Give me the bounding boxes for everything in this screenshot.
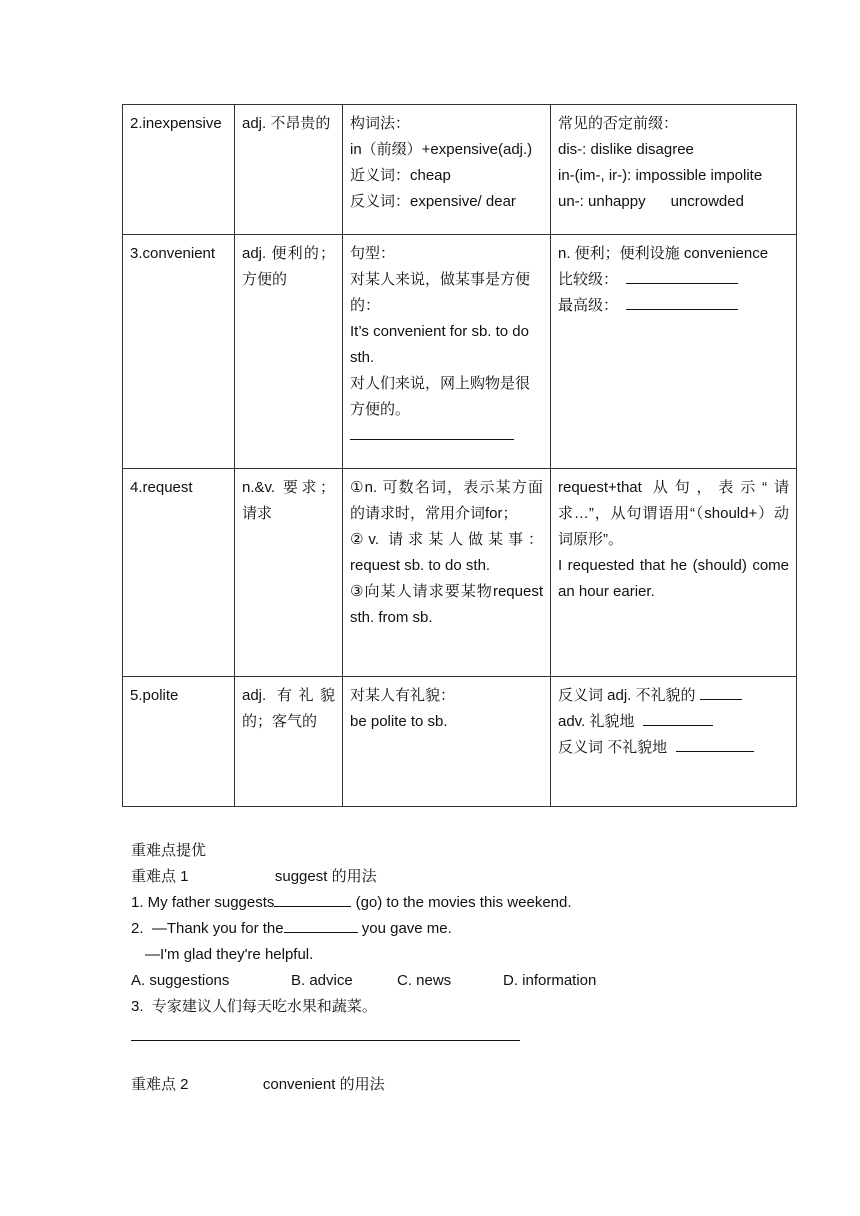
- meaning-cell: adj. 便利的；方便的: [235, 235, 343, 469]
- word-cell: 4.request: [123, 469, 235, 677]
- note-cell: 常见的否定前缀： dis-: dislike disagree in-(im-, ir-): impossible impolite un-: unhappy uncrowded: [551, 105, 797, 235]
- question-1: 1. My father suggests (go) to the movies this weekend.: [131, 890, 572, 916]
- note-cell: n. 便利；便利设施 convenience 比较级： 最高级：: [551, 235, 797, 469]
- key-point-label: 重难点 2: [131, 1076, 189, 1093]
- answer-blank[interactable]: [700, 683, 742, 700]
- note-cell: 反义词 adj. 不礼貌的 adv. 礼貌地 反义词 不礼貌地: [551, 677, 797, 807]
- answer-blank[interactable]: [643, 709, 713, 726]
- word-cell: 3.convenient: [123, 235, 235, 469]
- question-3: 3. 专家建议人们每天吃水果和蔬菜。: [131, 998, 377, 1015]
- usage-cell: 句型： 对某人来说，做某事是方便的： It’s convenient for sb. to do sth. 对人们来说，网上购物是很方便的。: [343, 235, 551, 469]
- answer-blank[interactable]: [274, 890, 351, 907]
- answer-blank[interactable]: [626, 293, 738, 310]
- question-2-reply: —I'm glad they're helpful.: [145, 946, 314, 963]
- answer-blank[interactable]: [284, 916, 358, 933]
- word-cell: 2.inexpensive: [123, 105, 235, 235]
- key-point-1: [131, 864, 377, 890]
- answer-options: [131, 968, 596, 994]
- meaning-cell: adj. 有礼貌的；客气的: [235, 677, 343, 807]
- table-row: [123, 235, 797, 469]
- answer-line[interactable]: [131, 1040, 520, 1041]
- option-a[interactable]: A. suggestions: [131, 972, 230, 989]
- option-d[interactable]: D. information: [503, 972, 597, 989]
- question-2: 2. —Thank you for the you gave me.: [131, 916, 452, 942]
- option-b[interactable]: B. advice: [291, 972, 353, 989]
- answer-blank[interactable]: [676, 735, 754, 752]
- usage-cell: 对某人有礼貌： be polite to sb.: [343, 677, 551, 807]
- word-cell: 5.polite: [123, 677, 235, 807]
- table-row: [123, 105, 797, 235]
- answer-blank[interactable]: [626, 267, 738, 284]
- usage-cell: ①n. 可数名词，表示某方面的请求时，常用介词for； ②v. 请求某人做某事：request sb. to do sth. ③向某人请求要某物request sth. from sb.: [343, 469, 551, 677]
- option-c[interactable]: C. news: [397, 972, 452, 989]
- key-point-2: [131, 1072, 385, 1098]
- vocabulary-table: [122, 104, 797, 807]
- table-row: [123, 677, 797, 807]
- key-point-label: 重难点 1: [131, 868, 189, 885]
- table-row: [123, 469, 797, 677]
- meaning-cell: n.&v. 要求；请求: [235, 469, 343, 677]
- key-point-title: convenient 的用法: [262, 1076, 385, 1093]
- key-point-title: suggest 的用法: [274, 868, 377, 885]
- answer-blank[interactable]: [350, 423, 514, 440]
- usage-cell: 构词法： in（前缀）+expensive(adj.) 近义词：cheap 反义词：expensive/ dear: [343, 105, 551, 235]
- meaning-cell: adj. 不昂贵的: [235, 105, 343, 235]
- note-cell: request+that 从句，表示“请求…”，从句谓语用“（should+）动词原形”。 I requested that he (should) come an hour earier.: [551, 469, 797, 677]
- section-heading: 重难点提优: [131, 842, 207, 859]
